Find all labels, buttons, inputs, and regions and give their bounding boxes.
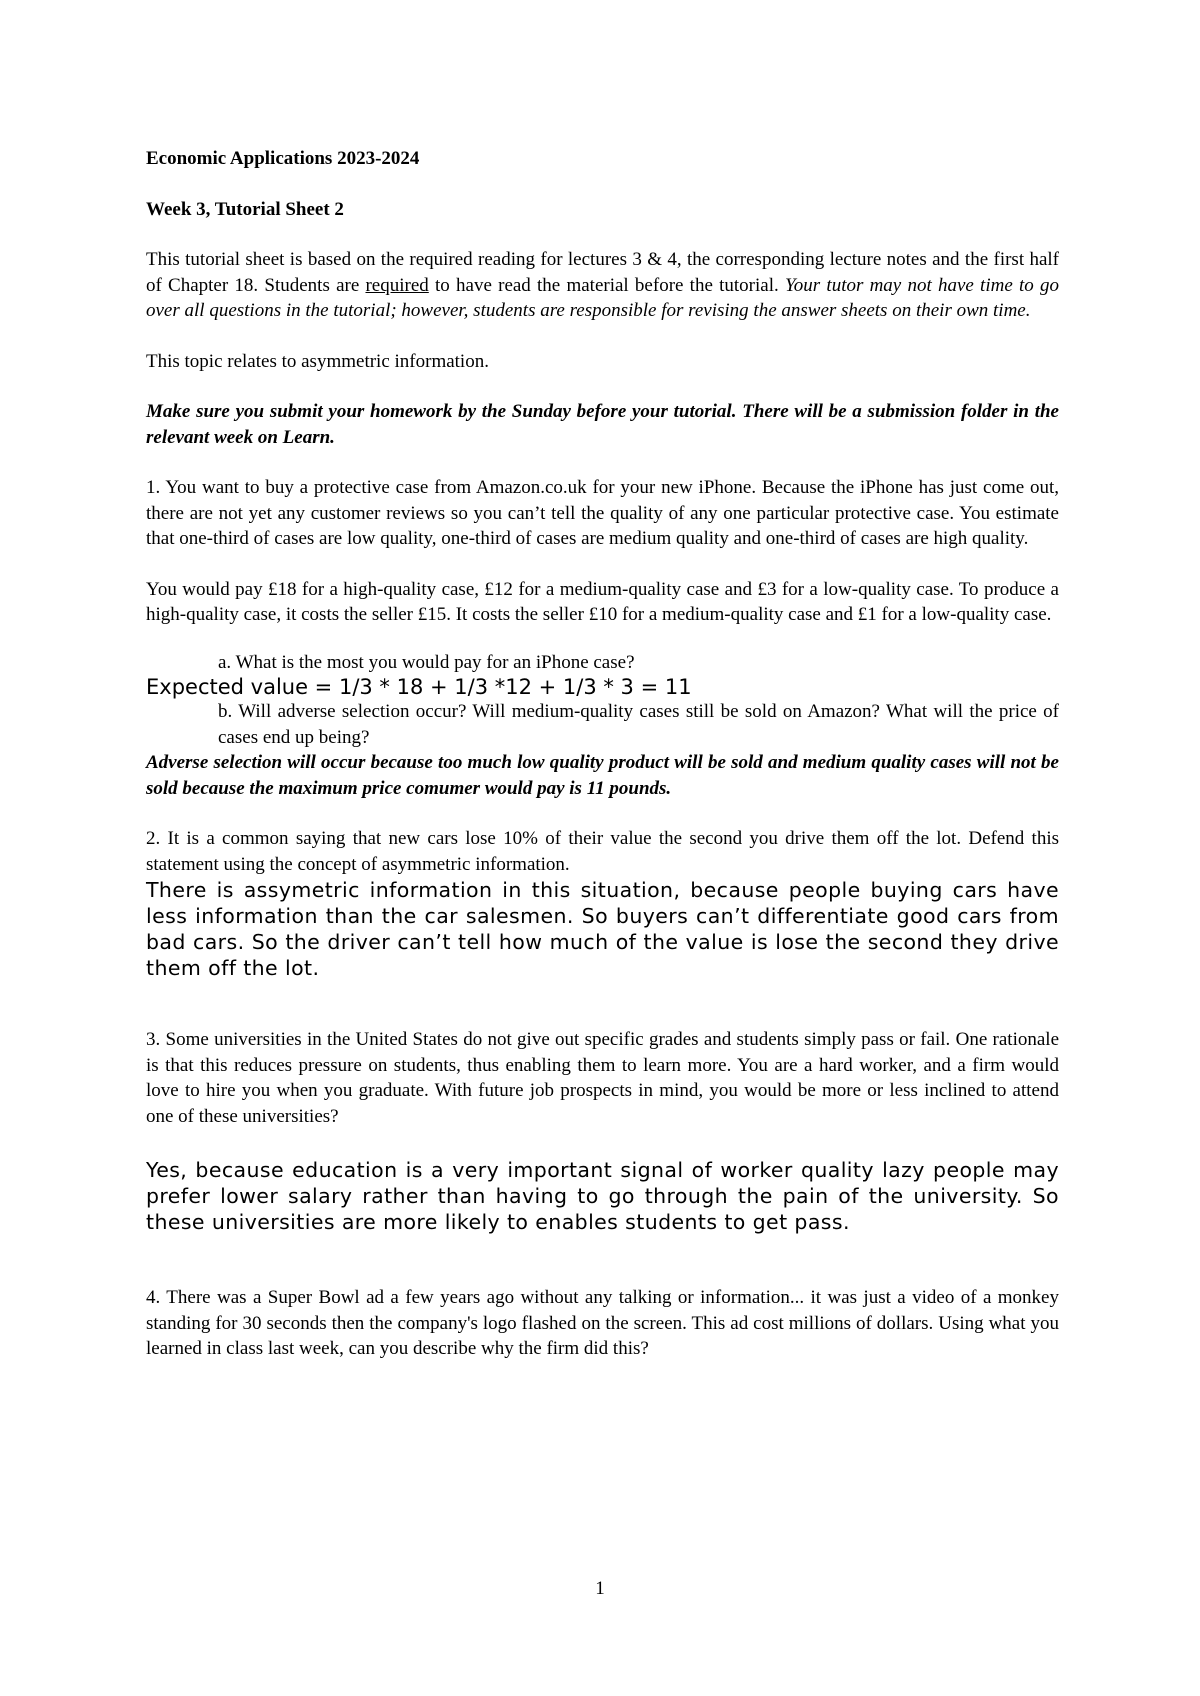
intro-paragraph <box>146 247 1059 324</box>
answer-3: Yes, because education is a very important signal of worker quality lazy people may prefer lower salary rather than having to go through the pain of the university. So these universities are more likely to enables students to get pass. <box>146 1158 1059 1234</box>
question-1b: b. Will adverse selection occur? Will medium-quality cases still be sold on Amazon? What will the price of cases end up being? <box>218 701 1059 748</box>
document-subtitle: Week 3, Tutorial Sheet 2 <box>146 198 344 220</box>
question-1a: a. What is the most you would pay for an iPhone case? <box>218 651 635 673</box>
intro-text-1: This tutorial sheet is based on the required reading for lectures 3 & 4, the corresponding lecture notes and the first half of Chapter 18. Students are <box>146 249 1059 296</box>
answer-2: There is assymetric information in this situation, because people buying cars have less information than the car salesmen. So buyers can’t differentiate good cars from bad cars. So the driver can’t tell how much of the value is lose the second they drive them off the lot. <box>146 878 1059 980</box>
intro-italic-note: Your tutor may not have time to go over all questions in the tutorial; however, students are responsible for revising the answer sheets on their own time. <box>146 274 1059 321</box>
page-number: 1 <box>595 1578 605 1599</box>
document-body <box>146 146 1059 1362</box>
intro-underlined-word: required <box>365 274 429 296</box>
document-title: Economic Applications 2023-2024 <box>146 148 420 169</box>
question-3-text: 3. Some universities in the United States do not give out specific grades and students simply pass or fail. One rationale is that this reduces pressure on students, thus enabling them to learn more. You are a hard worker, and a firm would love to hire you when you graduate. With future job prospects in mind, you would be more or less inclined to attend one of these universities? <box>146 1029 1059 1127</box>
answer-1b: Adverse selection will occur because too much low quality product will be sold and medium quality cases will not be sold because the maximum price comumer would pay is 11 pounds. <box>146 752 1059 799</box>
question-2-text: 2. It is a common saying that new cars lose 10% of their value the second you drive them off the lot. Defend this statement using the concept of asymmetric information. <box>146 828 1059 875</box>
topic-paragraph: This topic relates to asymmetric information. <box>146 350 489 372</box>
answer-1a: Expected value = 1/3 * 18 + 1/3 *12 + 1/3 * 3 = 11 <box>146 675 692 699</box>
question-4-text: 4. There was a Super Bowl ad a few years ago without any talking or information... it was just a video of a monkey standing for 30 seconds then the company's logo flashed on the screen. This ad cost millions of dollars. Using what you learned in class last week, can you describe why the firm did this? <box>146 1287 1059 1359</box>
intro-text-2: to have read the material before the tutorial. <box>428 274 785 296</box>
question-1-text: 1. You want to buy a protective case from Amazon.co.uk for your new iPhone. Because the iPhone has just come out, there are not yet any customer reviews so you can’t tell the quality of any one particular protective case. You estimate that one-third of cases are low quality, one-third of cases are medium quality and one-third of cases are high quality. <box>146 477 1059 549</box>
homework-note: Make sure you submit your homework by the Sunday before your tutorial. There will be a submission folder in the relevant week on Learn. <box>146 401 1059 448</box>
question-1-costs: You would pay £18 for a high-quality case, £12 for a medium-quality case and £3 for a low-quality case. To produce a high-quality case, it costs the seller £15. It costs the seller £10 for a medium-quality case and £1 for a low-quality case. <box>146 578 1059 625</box>
